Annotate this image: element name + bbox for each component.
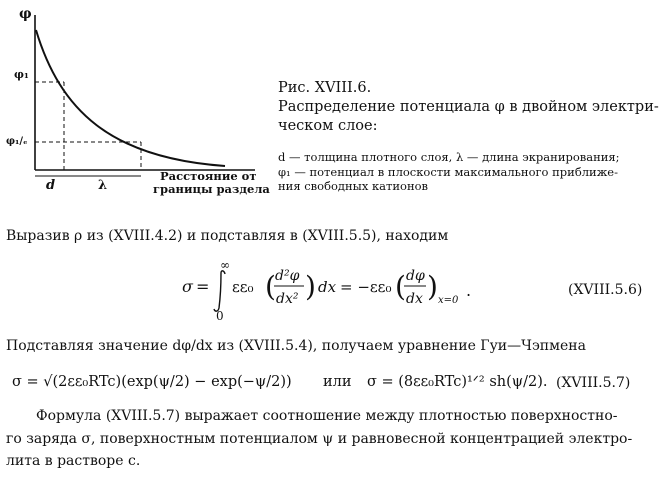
d-label: d [46, 178, 56, 193]
distance-label-1: Расстояние от [160, 169, 257, 183]
eq1-period: . [466, 281, 472, 300]
paragraph-2: Подставляя значение dφ/dx из (XVIII.5.4), получаем уравнение Гуи—Чэпмена [6, 338, 586, 354]
eq1-sub: x=0 [438, 295, 459, 306]
caption-line-1: Распределение потенциала φ в двойном электри- [278, 99, 659, 115]
eq1-rhs: = −εε₀ [340, 278, 392, 296]
eq1-frac2-den: dx [406, 291, 423, 307]
potential-figure [0, 0, 270, 200]
eq1-frac1-num: d²φ [275, 268, 300, 284]
eq1-eps: εε₀ [232, 278, 254, 296]
eq1-sigma: σ [182, 277, 193, 296]
paragraph-3-line-1: Формула (XVIII.5.7) выражает соотношение между плотностью поверхностно- [36, 408, 618, 424]
note-line-2: φ₁ — потенциал в плоскости максимального приближе- [278, 164, 618, 179]
figure-caption [278, 79, 659, 136]
figure-note [278, 150, 620, 194]
integral-sign [214, 271, 225, 311]
equation-number-5-6: (XVIII.5.6) [568, 282, 643, 298]
equation-5-7-left: σ = √(2εε₀RTc)(exp(ψ/2) − exp(−ψ/2)) [12, 374, 292, 390]
y-axis-label: φ [19, 6, 32, 22]
equation-number-5-7: (XVIII.5.7) [556, 375, 631, 391]
distance-label-2: границы раздела [153, 182, 270, 196]
paragraph-1: Выразив ρ из (XVIII.4.2) и подставляя в (XVIII.5.5), находим [6, 228, 449, 244]
phi1e-label: φ₁/ₑ [6, 136, 28, 147]
eq1-paren-open: ( [265, 270, 276, 303]
eq1-frac1-den: dx² [276, 291, 299, 307]
note-line-3: ния свободных катионов [278, 179, 429, 193]
eq1-int-upper: ∞ [220, 258, 230, 272]
eq1-paren-close: ) [305, 270, 316, 303]
equation-5-7-or: или [323, 374, 352, 390]
lambda-label: λ [98, 178, 108, 193]
equation-5-7-right: σ = (8εε₀RTc)¹ᐟ² sh(ψ/2). [367, 374, 548, 390]
eq1-paren2-close: ) [427, 270, 438, 303]
paragraph-3-line-3: лита в растворе c. [6, 453, 141, 469]
caption-line-2: ческом слое: [278, 118, 378, 134]
eq1-frac2-num: dφ [406, 268, 425, 284]
eq1-int-lower: 0 [216, 309, 224, 323]
eq1-paren2-open: ( [395, 270, 406, 303]
eq1-equals: = [196, 277, 210, 296]
paragraph-3-line-2: го заряда σ, поверхностным потенциалом ψ и равновесной концентрацией электро- [6, 431, 633, 447]
eq1-dx: dx [318, 278, 337, 296]
caption-title: Рис. XVIII.6. [278, 80, 372, 96]
equation-5-6 [180, 256, 480, 324]
note-line-1: d — толщина плотного слоя, λ — длина экранирования; [278, 150, 620, 164]
phi1-label: φ₁ [14, 68, 29, 81]
